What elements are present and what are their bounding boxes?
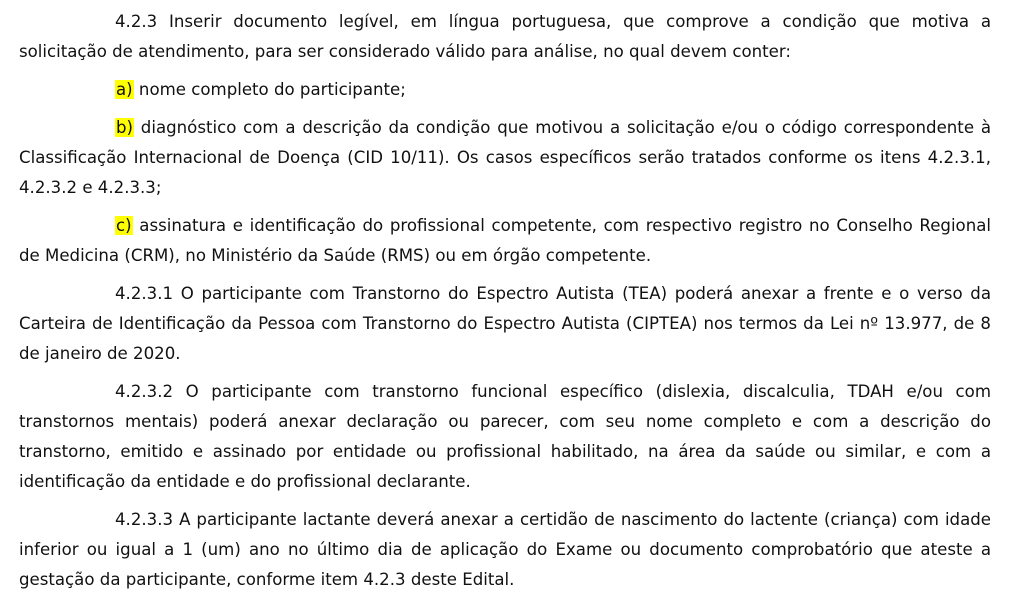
paragraph-4-2-3-2 <box>19 377 991 497</box>
paragraph-4-2-3-1-text: 4.2.3.1 O participante com Transtorno do Espectro Autista (TEA) poderá anexar a frente e o verso da Carteira de Identificação da Pessoa com Transtorno do Espectro Autista (CIPTEA) nos termos da Lei nº 13.977, de 8 de janeiro de 2020. <box>19 284 991 363</box>
document-body <box>19 0 991 595</box>
item-marker-b: b) <box>116 118 134 137</box>
item-text-b: diagnóstico com a descrição da condição que motivou a solicitação e/ou o código correspondente à Classificação Internacional de Doença (CID 10/11). Os casos específicos serão tratados conforme os itens 4.2.3.1, 4.2.3.2 e 4.2.3.3; <box>19 118 991 197</box>
list-item-c <box>19 211 991 271</box>
list-item-b <box>19 113 991 203</box>
item-text-a: nome completo do participante; <box>133 80 406 99</box>
paragraph-4-2-3-3 <box>19 505 991 595</box>
list-item-a <box>19 75 991 105</box>
paragraph-4-2-3-2-text: 4.2.3.2 O participante com transtorno funcional específico (dislexia, discalculia, TDAH e/ou com transtornos mentais) poderá anexar declaração ou parecer, com seu nome completo e com a descrição do transtorno, emitido e assinado por entidade ou profissional habilitado, na área da saúde ou similar, e com a identificação da entidade e do profissional declarante. <box>19 382 991 491</box>
paragraph-4-2-3-1 <box>19 279 991 369</box>
paragraph-4-2-3-3-text: 4.2.3.3 A participante lactante deverá anexar a certidão de nascimento do lactente (criança) com idade inferior ou igual a 1 (um) ano no último dia de aplicação do Exame ou documento comprobatório que ateste a gestação da participante, conforme item 4.2.3 deste Edital. <box>19 510 991 589</box>
paragraph-4-2-3-text: 4.2.3 Inserir documento legível, em língua portuguesa, que comprove a condição que motiva a solicitação de atendimento, para ser considerado válido para análise, no qual devem conter: <box>19 12 991 61</box>
item-text-c: assinatura e identificação do profissional competente, com respectivo registro no Conselho Regional de Medicina (CRM), no Ministério da Saúde (RMS) ou em órgão competente. <box>19 216 991 265</box>
paragraph-4-2-3 <box>19 0 991 67</box>
item-marker-c: c) <box>116 216 132 235</box>
item-marker-a: a) <box>116 80 133 99</box>
